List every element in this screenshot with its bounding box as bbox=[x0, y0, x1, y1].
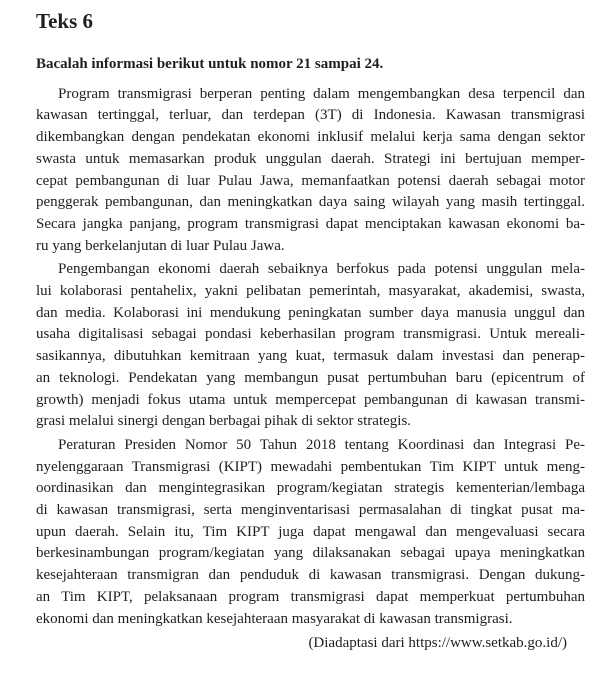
text-line: penggerak pembangunan, dan meningkatkan daya saing wilayah yang masih tertinggal. bbox=[36, 194, 585, 211]
text-line: Peraturan Presiden Nomor 50 Tahun 2018 tentang Koordinasi dan Integrasi Pe- bbox=[58, 436, 585, 453]
article-body bbox=[36, 84, 585, 631]
text-line: usaha digitalisasi sebagai pondasi keberhasilan program transmigrasi. Untuk mereali- bbox=[36, 326, 585, 343]
page-title: Teks 6 bbox=[36, 9, 94, 33]
text-line: kesejahteraan transmigran dan penduduk di kawasan transmigrasi. Dengan dukung- bbox=[36, 567, 585, 584]
text-line: Program transmigrasi berperan penting dalam mengembangkan desa terpencil dan bbox=[58, 85, 585, 102]
text-line: upun daerah. Selain itu, Tim KIPT juga dapat mengawal dan mengevaluasi secara bbox=[36, 523, 585, 540]
text-line: di kawasan transmigrasi, serta menginventarisasi permasalahan di tingkat pusat ma- bbox=[36, 502, 585, 519]
paragraph bbox=[36, 84, 585, 258]
text-line: berkesinambungan program/kegiatan yang dilaksanakan sebagai upaya meningkatkan bbox=[36, 545, 585, 562]
text-line: dan media. Kolaborasi ini mendukung peningkatan sumber daya manusia unggul dan bbox=[36, 304, 585, 321]
text-line: Secara jangka panjang, program transmigrasi dapat menciptakan kawasan ekonomi ba- bbox=[36, 215, 585, 232]
text-line: lui kolaborasi pentahelix, yakni pelibatan pemerintah, masyarakat, akademisi, swasta, bbox=[36, 283, 585, 300]
text-line: grasi melalui sinergi dengan berbagai pihak di sektor strategis. bbox=[36, 413, 412, 430]
text-line: Pengembangan ekonomi daerah sebaiknya berfokus pada potensi unggulan mela- bbox=[58, 261, 585, 278]
text-line: oordinasikan dan mengintegrasikan program/kegiatan strategis kementerian/lembaga bbox=[36, 480, 585, 497]
paragraph bbox=[36, 259, 585, 433]
text-line: ekonomi dan meningkatkan kesejahteraan masyarakat di kawasan transmigrasi. bbox=[36, 610, 513, 627]
instruction-line: Bacalah informasi berikut untuk nomor 21 sampai 24. bbox=[36, 56, 384, 72]
text-line: dikembangkan dengan pendekatan ekonomi inklusif melalui kerja sama dengan sektor bbox=[36, 129, 585, 146]
text-line: sasikannya, dibutuhkan kemitraan yang kuat, termasuk dalam investasi dan penerap- bbox=[36, 348, 585, 365]
source-attribution: (Diadaptasi dari https://www.setkab.go.id/) bbox=[308, 635, 567, 652]
text-line: kawasan tertinggal, terluar, dan terdepan (3T) di Indonesia. Kawasan transmigrasi bbox=[36, 107, 585, 124]
text-line: growth) menjadi fokus utama untuk mempercepat pembangunan di kawasan transmi- bbox=[36, 391, 585, 408]
text-line: ru yang berkelanjutan di luar Pulau Jawa. bbox=[36, 237, 285, 254]
text-line: an Tim KIPT, pelaksanaan program transmigrasi dapat memperkuat pertumbuhan bbox=[36, 588, 585, 605]
text-line: nyelenggaraan Transmigrasi (KIPT) mewadahi pembentukan Tim KIPT untuk meng- bbox=[36, 458, 585, 475]
text-line: cepat pembangunan di luar Pulau Jawa, memanfaatkan potensi daerah sebagai motor bbox=[36, 172, 585, 189]
text-line: an teknologi. Pendekatan yang membangun pusat pertumbuhan baru (epicentrum of bbox=[36, 369, 585, 386]
paragraph bbox=[36, 435, 585, 630]
text-line: swasta untuk memasarkan produk unggulan daerah. Strategi ini bertujuan memper- bbox=[36, 150, 585, 167]
